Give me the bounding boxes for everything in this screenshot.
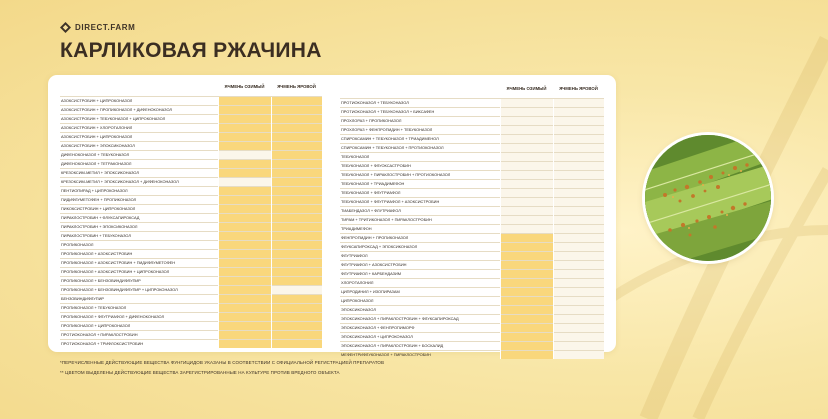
- winter-barley-cell: [500, 332, 553, 341]
- substance-name: ПРОТИОКОНАЗОЛ + ПИРАКЛОСТРОБИН: [60, 330, 218, 339]
- winter-barley-cell: [500, 296, 553, 305]
- substance-name: ЦИПРОКОНАЗОЛ: [340, 296, 500, 305]
- table-row: [60, 177, 322, 186]
- substance-name: ПРОПИКОНАЗОЛ: [60, 240, 218, 249]
- winter-barley-cell: [500, 116, 553, 125]
- substance-name: ЭПОКСИКОНАЗОЛ + ЦИПРОКОНАЗОЛ: [340, 332, 500, 341]
- page-title: КАРЛИКОВАЯ РЖАЧИНА: [60, 39, 322, 62]
- spring-barley-cell: [271, 294, 322, 303]
- table-row: [340, 341, 604, 350]
- table-row: [60, 132, 322, 141]
- winter-barley-cell: [218, 303, 271, 312]
- spring-barley-cell: [271, 249, 322, 258]
- spring-barley-cell: [271, 303, 322, 312]
- table-row: [60, 204, 322, 213]
- table-row: [340, 332, 604, 341]
- table-header-row: [340, 80, 604, 98]
- table-row: [340, 215, 604, 224]
- leaf-rust-photo: [645, 135, 771, 261]
- substance-name: ТИРАМ + ТРИТИКОНАЗОЛ + ПИРАКЛОСТРОБИН: [340, 215, 500, 224]
- header-spring-barley: ЯЧМЕНЬ ЯРОВОЙ: [559, 86, 598, 92]
- spring-barley-cell: [553, 170, 604, 179]
- substance-name: ЦИПРОДИНИЛ + ИЗОПИРАЗАМ: [340, 287, 500, 296]
- spring-barley-cell: [553, 197, 604, 206]
- substance-name: ПРОПИКОНАЗОЛ + БЕНЗОВИНДИФЛУПИР + ЦИПРОКОНАЗОЛ: [60, 285, 218, 294]
- winter-barley-cell: [500, 260, 553, 269]
- spring-barley-cell: [553, 269, 604, 278]
- winter-barley-cell: [500, 125, 553, 134]
- substance-name: АЗОКСИСТРОБИН + ХЛОРОТАЛОНИЛ: [60, 123, 218, 132]
- substance-name: ХЛОРОТАЛОНИЛ: [340, 278, 500, 287]
- winter-barley-cell: [218, 114, 271, 123]
- spring-barley-cell: [271, 168, 322, 177]
- table-row: [340, 107, 604, 116]
- table-row: [340, 242, 604, 251]
- substance-name: ПРОПИКОНАЗОЛ + БЕНЗОВИНДИФЛУПИР: [60, 276, 218, 285]
- table-row: [340, 152, 604, 161]
- spring-barley-cell: [553, 134, 604, 143]
- winter-barley-cell: [218, 204, 271, 213]
- spring-barley-cell: [271, 177, 322, 186]
- table-row: [340, 296, 604, 305]
- spring-barley-cell: [553, 323, 604, 332]
- table-row: [60, 195, 322, 204]
- winter-barley-cell: [500, 278, 553, 287]
- spring-barley-cell: [553, 143, 604, 152]
- spring-barley-cell: [271, 150, 322, 159]
- substance-name: ПРОХЛОРАЗ + ПРОПИКОНАЗОЛ: [340, 116, 500, 125]
- spring-barley-cell: [271, 132, 322, 141]
- spring-barley-cell: [553, 206, 604, 215]
- table-row: [60, 123, 322, 132]
- winter-barley-cell: [218, 240, 271, 249]
- spring-barley-cell: [553, 215, 604, 224]
- substance-name: ТЕБУКОНАЗОЛ + ПИРАКЛОСТРОБИН + ПРОТИОКОНАЗОЛ: [340, 170, 500, 179]
- winter-barley-cell: [218, 249, 271, 258]
- brand-name: DIRECT.FARM: [75, 23, 136, 32]
- spring-barley-cell: [553, 305, 604, 314]
- table-row: [340, 179, 604, 188]
- substance-name: ПИДИФЛУМЕТОФЕН + ПРОПИКОНАЗОЛ: [60, 195, 218, 204]
- winter-barley-cell: [500, 206, 553, 215]
- winter-barley-cell: [500, 179, 553, 188]
- spring-barley-cell: [553, 341, 604, 350]
- winter-barley-cell: [218, 159, 271, 168]
- footnotes: [60, 360, 384, 380]
- header-spring-barley: ЯЧМЕНЬ ЯРОВОЙ: [277, 84, 316, 90]
- table-row: [60, 150, 322, 159]
- substance-name: ПРОХЛОРАЗ + ФЕНПРОПИДИН + ТЕБУКОНАЗОЛ: [340, 125, 500, 134]
- table-row: [340, 278, 604, 287]
- winter-barley-cell: [218, 132, 271, 141]
- winter-barley-cell: [500, 242, 553, 251]
- substance-name: ТЕБУКОНАЗОЛ + ТРИАДИМЕФОН: [340, 179, 500, 188]
- table-header-row: [60, 78, 322, 96]
- spring-barley-cell: [271, 213, 322, 222]
- table-row: [340, 98, 604, 107]
- winter-barley-cell: [218, 222, 271, 231]
- table-row: [340, 269, 604, 278]
- header-winter-barley: ЯЧМЕНЬ ОЗИМЫЙ: [224, 84, 265, 90]
- table-row: [340, 260, 604, 269]
- winter-barley-cell: [500, 341, 553, 350]
- winter-barley-cell: [500, 98, 553, 107]
- substance-name: АЗОКСИСТРОБИН + ЦИПРОКОНАЗОЛ: [60, 96, 218, 105]
- table-row: [340, 314, 604, 323]
- spring-barley-cell: [553, 188, 604, 197]
- winter-barley-cell: [218, 96, 271, 105]
- winter-barley-cell: [218, 150, 271, 159]
- header-substance: [340, 80, 500, 98]
- spring-barley-cell: [553, 98, 604, 107]
- substance-name: ФЛУТРИАФОЛ + АЗОКСИСТРОБИН: [340, 260, 500, 269]
- table-row: [60, 276, 322, 285]
- winter-barley-cell: [500, 305, 553, 314]
- winter-barley-cell: [500, 152, 553, 161]
- spring-barley-cell: [553, 179, 604, 188]
- spring-barley-cell: [271, 312, 322, 321]
- winter-barley-cell: [218, 339, 271, 348]
- substance-name: ПРОПИКОНАЗОЛ + ФЛУТРИАФОЛ + ДИФЕНОКОНАЗОЛ: [60, 312, 218, 321]
- substance-name: АЗОКСИСТРОБИН + ЦИПРОКОНАЗОЛ: [60, 132, 218, 141]
- table-row: [60, 231, 322, 240]
- table-row: [60, 258, 322, 267]
- substance-name: ФЛУТРИАФОЛ: [340, 251, 500, 260]
- spring-barley-cell: [553, 125, 604, 134]
- substance-name: АЗОКСИСТРОБИН + ПРОПИКОНАЗОЛ + ДИФЕНОКОНАЗОЛ: [60, 105, 218, 114]
- table-row: [60, 249, 322, 258]
- fungicide-table-right: [340, 80, 604, 359]
- direct-farm-logo-icon: [60, 22, 71, 33]
- winter-barley-cell: [500, 251, 553, 260]
- substance-name: ФЕНПРОПИДИН + ПРОПИКОНАЗОЛ: [340, 233, 500, 242]
- substance-name: ЭПОКСИКОНАЗОЛ + ФЕНПРОПИМОРФ: [340, 323, 500, 332]
- table-row: [60, 312, 322, 321]
- winter-barley-cell: [500, 143, 553, 152]
- winter-barley-cell: [500, 197, 553, 206]
- spring-barley-cell: [553, 107, 604, 116]
- spring-barley-cell: [553, 278, 604, 287]
- substance-name: ПИРАКЛОСТРОБИН + ТЕБУКОНАЗОЛ: [60, 231, 218, 240]
- table-row: [340, 134, 604, 143]
- winter-barley-cell: [218, 186, 271, 195]
- spring-barley-cell: [271, 204, 322, 213]
- table-row: [340, 206, 604, 215]
- leaf-rust-illustration: [645, 135, 771, 261]
- table-row: [340, 143, 604, 152]
- substance-name: СПИРОКСАМИН + ТЕБУКОНАЗОЛ + ПРОТИОКОНАЗОЛ: [340, 143, 500, 152]
- winter-barley-cell: [218, 312, 271, 321]
- substance-name: ТИАБЕНДАЗОЛ + ФЛУТРИАФОЛ: [340, 206, 500, 215]
- winter-barley-cell: [218, 123, 271, 132]
- winter-barley-cell: [500, 161, 553, 170]
- spring-barley-cell: [271, 186, 322, 195]
- substance-name: БЕНЗОВИНДИФЛУПИР: [60, 294, 218, 303]
- substance-name: ФЛУТРИАФОЛ + КАРБЕНДАЗИМ: [340, 269, 500, 278]
- substance-name: ДИФЕНОКОНАЗОЛ + ТЕТРАКОНАЗОЛ: [60, 159, 218, 168]
- spring-barley-cell: [553, 224, 604, 233]
- substance-name: ПРОТИОКОНАЗОЛ + ТЕБУКОНАЗОЛ + БИКСАФЕН: [340, 107, 500, 116]
- spring-barley-cell: [271, 222, 322, 231]
- substance-name: АЗОКСИСТРОБИН + ЭПОКСИКОНАЗОЛ: [60, 141, 218, 150]
- winter-barley-cell: [500, 233, 553, 242]
- table-row: [60, 294, 322, 303]
- table-row: [340, 287, 604, 296]
- winter-barley-cell: [500, 287, 553, 296]
- table-row: [60, 105, 322, 114]
- spring-barley-cell: [271, 330, 322, 339]
- table-row: [340, 188, 604, 197]
- substance-name: ПИРАКЛОСТРОБИН + ЭПОКСИКОНАЗОЛ: [60, 222, 218, 231]
- winter-barley-cell: [218, 195, 271, 204]
- spring-barley-cell: [271, 123, 322, 132]
- substance-name: ТЕБУКОНАЗОЛ + ФЛУОКСАСТРОБИН: [340, 161, 500, 170]
- substance-name: ДИФЕНОКОНАЗОЛ + ТЕБУКОНАЗОЛ: [60, 150, 218, 159]
- table-row: [60, 186, 322, 195]
- winter-barley-cell: [218, 258, 271, 267]
- substance-name: КРЕЗОКСИМ-МЕТИЛ + ЭПОКСИКОНАЗОЛ + ДИФЕНОКОНАЗОЛ: [60, 177, 218, 186]
- table-row: [340, 305, 604, 314]
- table-row: [60, 339, 322, 348]
- substance-name: ФЛУКСАПИРОКСАД + ЭПОКСИКОНАЗОЛ: [340, 242, 500, 251]
- substance-name: ТЕБУКОНАЗОЛ + ФЛУТРИАФОЛ: [340, 188, 500, 197]
- spring-barley-cell: [271, 159, 322, 168]
- table-row: [340, 350, 604, 359]
- substance-name: МЕФЕНТРИФЛУКОНАЗОЛ + ПИРАКЛОСТРОБИН: [340, 350, 500, 359]
- winter-barley-cell: [218, 105, 271, 114]
- winter-barley-cell: [218, 177, 271, 186]
- table-row: [340, 197, 604, 206]
- table-row: [60, 96, 322, 105]
- fungicide-table-left: [60, 78, 322, 348]
- substance-name: ПРОТИОКОНАЗОЛ + ТЕБУКОНАЗОЛ: [340, 98, 500, 107]
- substance-name: ПИКОКСИСТРОБИН + ЦИПРОКОНАЗОЛ: [60, 204, 218, 213]
- winter-barley-cell: [500, 170, 553, 179]
- table-row: [60, 141, 322, 150]
- table-row: [60, 213, 322, 222]
- table-row: [340, 233, 604, 242]
- footnote-color-legend: ** ЦВЕТОМ ВЫДЕЛЕНЫ ДЕЙСТВУЮЩИЕ ВЕЩЕСТВА ЗАРЕГИСТРИРОВАННЫЕ НА КУЛЬТУРЕ ПРОТИВ ВРЕДНОГО ОБЪЕКТА: [60, 370, 340, 375]
- spring-barley-cell: [553, 314, 604, 323]
- spring-barley-cell: [553, 116, 604, 125]
- substance-name: ПРОПИКОНАЗОЛ + АЗОКСИСТРОБИН + ЦИПРОКОНАЗОЛ: [60, 267, 218, 276]
- winter-barley-cell: [218, 330, 271, 339]
- winter-barley-cell: [218, 213, 271, 222]
- header-winter-barley: ЯЧМЕНЬ ОЗИМЫЙ: [506, 86, 547, 92]
- table-row: [60, 168, 322, 177]
- substance-name: ПРОПИКОНАЗОЛ + АЗОКСИСТРОБИН + ПИДИФЛУМЕТОФЕН: [60, 258, 218, 267]
- winter-barley-cell: [218, 285, 271, 294]
- substance-name: АЗОКСИСТРОБИН + ТЕБУКОНАЗОЛ + ЦИПРОКОНАЗОЛ: [60, 114, 218, 123]
- spring-barley-cell: [271, 339, 322, 348]
- spring-barley-cell: [553, 332, 604, 341]
- winter-barley-cell: [218, 168, 271, 177]
- substance-name: СПИРОКСАМИН + ТЕБУКОНАЗОЛ + ТРИАДИМЕНОЛ: [340, 134, 500, 143]
- winter-barley-cell: [500, 188, 553, 197]
- footnote-registration: *ПЕРЕЧИСЛЕННЫЕ ДЕЙСТВУЮЩИЕ ВЕЩЕСТВА ФУНГИЦИДОВ УКАЗАНЫ В СООТВЕТСТВИИ С ОФИЦИАЛЬНОЙ РЕГИСТРАЦИЕЙ ПРЕПАРАТОВ: [60, 360, 385, 365]
- spring-barley-cell: [271, 285, 322, 294]
- spring-barley-cell: [271, 276, 322, 285]
- table-row: [60, 285, 322, 294]
- table-row: [60, 303, 322, 312]
- brand-logo: [60, 22, 135, 33]
- winter-barley-cell: [218, 141, 271, 150]
- substance-name: ЭПОКСИКОНАЗОЛ + ПИРАКЛОСТРОБИН + БОСКАЛИД: [340, 341, 500, 350]
- winter-barley-cell: [500, 323, 553, 332]
- winter-barley-cell: [218, 276, 271, 285]
- table-row: [60, 330, 322, 339]
- spring-barley-cell: [271, 240, 322, 249]
- substance-name: ПРОПИКОНАЗОЛ + АЗОКСИСТРОБИН: [60, 249, 218, 258]
- table-row: [60, 222, 322, 231]
- substance-name: ПИРАКЛОСТРОБИН + ФЛУКСАПИРОКСАД: [60, 213, 218, 222]
- spring-barley-cell: [271, 267, 322, 276]
- winter-barley-cell: [500, 314, 553, 323]
- spring-barley-cell: [271, 141, 322, 150]
- substance-name: КРЕЗОКСИМ-МЕТИЛ + ЭПОКСИКОНАЗОЛ: [60, 168, 218, 177]
- spring-barley-cell: [553, 350, 604, 359]
- header-substance: [60, 78, 218, 96]
- winter-barley-cell: [500, 107, 553, 116]
- table-row: [60, 114, 322, 123]
- substance-name: ТЕБУКОНАЗОЛ: [340, 152, 500, 161]
- spring-barley-cell: [271, 321, 322, 330]
- substance-name: ТЕБУКОНАЗОЛ + ФЛУТРИАФОЛ + АЗОКСИСТРОБИН: [340, 197, 500, 206]
- winter-barley-cell: [218, 294, 271, 303]
- table-row: [60, 159, 322, 168]
- table-row: [60, 267, 322, 276]
- table-row: [60, 240, 322, 249]
- winter-barley-cell: [500, 269, 553, 278]
- spring-barley-cell: [553, 242, 604, 251]
- winter-barley-cell: [500, 350, 553, 359]
- substance-name: ПРОПИКОНАЗОЛ + ЦИПРОКОНАЗОЛ: [60, 321, 218, 330]
- winter-barley-cell: [500, 215, 553, 224]
- substance-name: ПРОТИОКОНАЗОЛ + ТРИФЛОКСИСТРОБИН: [60, 339, 218, 348]
- table-row: [340, 224, 604, 233]
- spring-barley-cell: [553, 287, 604, 296]
- table-row: [340, 116, 604, 125]
- spring-barley-cell: [553, 296, 604, 305]
- table-row: [60, 321, 322, 330]
- table-row: [340, 251, 604, 260]
- spring-barley-cell: [271, 114, 322, 123]
- spring-barley-cell: [271, 96, 322, 105]
- spring-barley-cell: [553, 260, 604, 269]
- substance-name: ЭПОКСИКОНАЗОЛ + ПИРАКЛОСТРОБИН + ФЛУКСАПИРОКСАД: [340, 314, 500, 323]
- table-row: [340, 125, 604, 134]
- winter-barley-cell: [500, 224, 553, 233]
- substance-name: ПРОПИКОНАЗОЛ + ТЕБУКОНАЗОЛ: [60, 303, 218, 312]
- spring-barley-cell: [553, 233, 604, 242]
- table-row: [340, 323, 604, 332]
- spring-barley-cell: [271, 195, 322, 204]
- table-row: [340, 170, 604, 179]
- winter-barley-cell: [218, 267, 271, 276]
- winter-barley-cell: [500, 134, 553, 143]
- spring-barley-cell: [553, 251, 604, 260]
- substance-name: ТРИАДИМЕФОН: [340, 224, 500, 233]
- spring-barley-cell: [271, 258, 322, 267]
- substance-name: ПЕНТИОПИРАД + ЦИПРОКОНАЗОЛ: [60, 186, 218, 195]
- winter-barley-cell: [218, 321, 271, 330]
- substance-name: ЭПОКСИКОНАЗОЛ: [340, 305, 500, 314]
- spring-barley-cell: [271, 231, 322, 240]
- winter-barley-cell: [218, 231, 271, 240]
- table-row: [340, 161, 604, 170]
- spring-barley-cell: [553, 152, 604, 161]
- spring-barley-cell: [553, 161, 604, 170]
- spring-barley-cell: [271, 105, 322, 114]
